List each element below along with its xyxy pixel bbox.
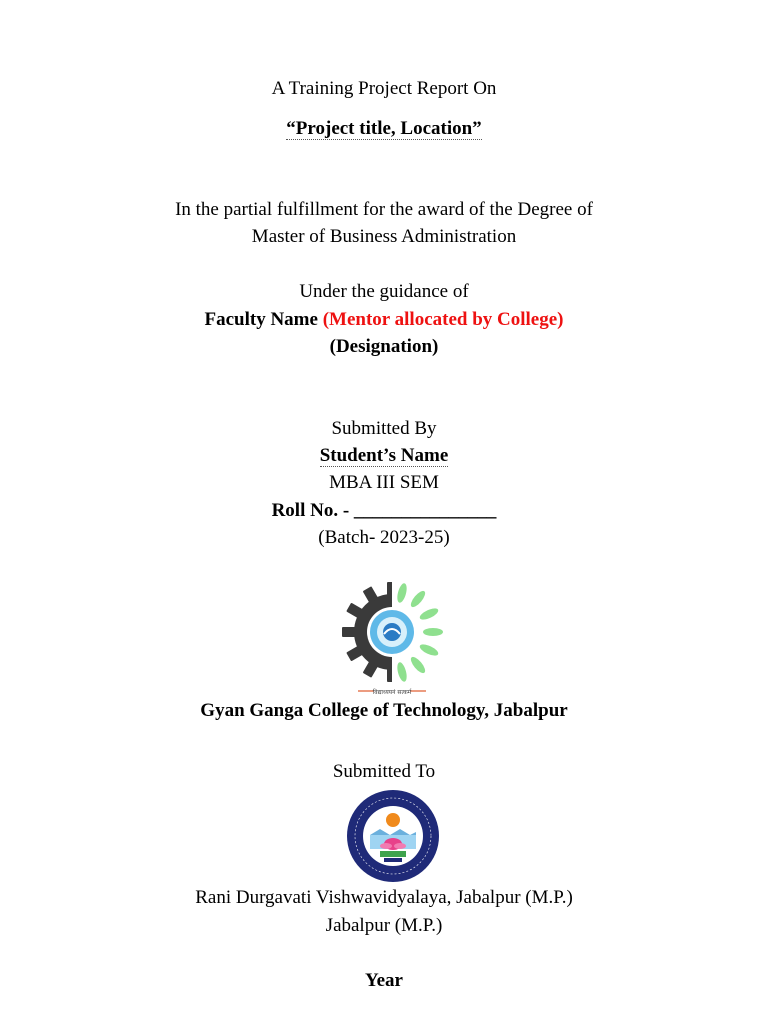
submitted-by-label: Submitted By: [331, 418, 437, 439]
university-seal: [346, 789, 440, 883]
university-line-1: Rani Durgavati Vishwavidyalaya, Jabalpur (M.P.): [195, 887, 573, 908]
submitted-to-label: Submitted To: [332, 761, 436, 782]
faculty-label: Faculty Name: [204, 309, 318, 330]
fulfillment-line-1: In the partial fulfillment for the award of the Degree of: [175, 199, 593, 220]
program: MBA III SEM: [329, 472, 439, 493]
student-name-line: [0, 444, 768, 468]
fulfillment-line-2: Master of Business Administration: [251, 226, 517, 247]
college-name: Gyan Ganga College of Technology, Jabalpur: [200, 700, 568, 721]
guidance-intro: Under the guidance of: [299, 281, 469, 302]
roll-blank: _______________: [353, 500, 497, 521]
batch: (Batch- 2023-25): [318, 527, 450, 548]
university-line-2: Jabalpur (M.P.): [325, 915, 443, 936]
designation: (Designation): [329, 336, 439, 357]
mentor-note: (Mentor allocated by College): [322, 309, 564, 330]
roll-label: Roll No. -: [271, 500, 350, 521]
student-name: Student’s Name: [319, 445, 449, 466]
project-title-text: “Project title, Location”: [286, 118, 482, 139]
college-logo-motto: विद्याध्ययनं सत्कर्म: [372, 689, 412, 696]
university-seal-icon: [346, 789, 440, 883]
college-logo: [338, 577, 446, 699]
roll-line: [0, 499, 768, 523]
report-heading: A Training Project Report On: [271, 78, 497, 99]
year-label: Year: [365, 970, 403, 991]
faculty-line: [0, 308, 768, 332]
gear-sun-logo-icon: [338, 577, 446, 699]
project-title: [0, 117, 768, 141]
